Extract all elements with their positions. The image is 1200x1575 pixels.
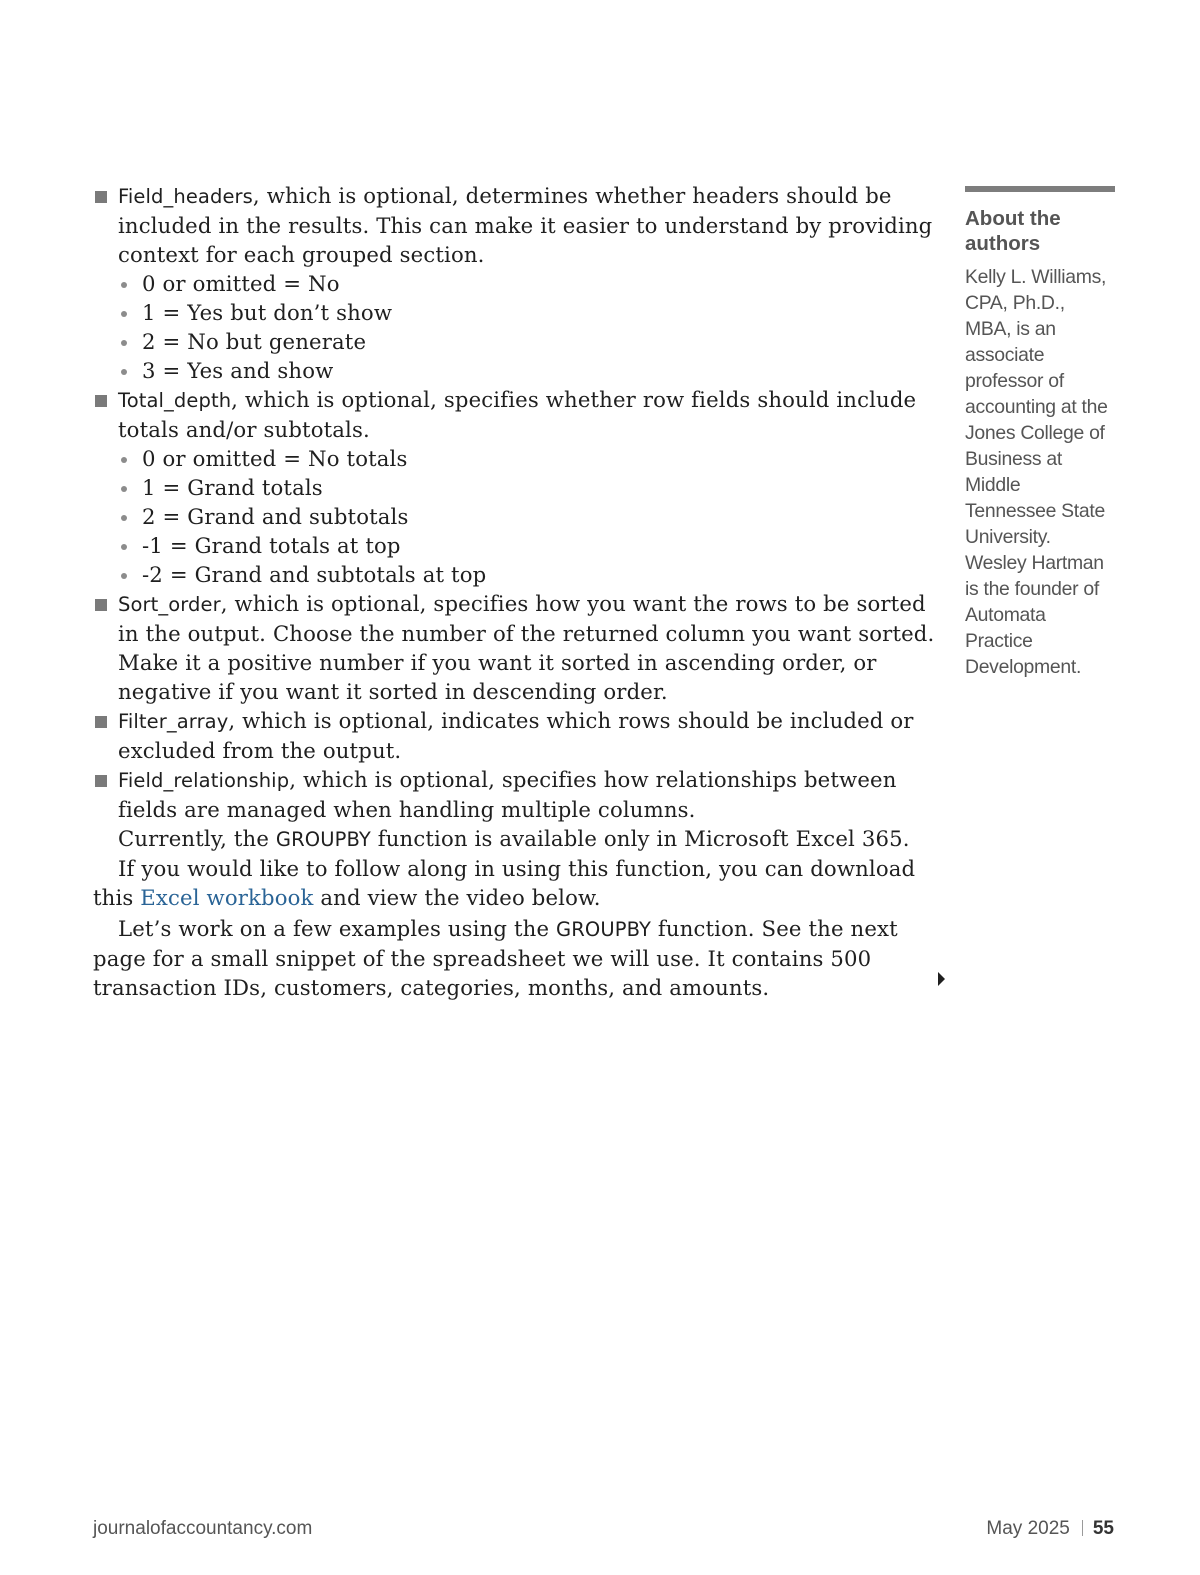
download-text: If you would like to follow along in using this function, you can download this (93, 856, 916, 910)
sidebar-heading: About the authors (965, 207, 1061, 255)
square-bullet-icon (95, 599, 107, 611)
excel-workbook-link[interactable]: Excel workbook (140, 885, 314, 910)
parameter-item-field-headers (93, 181, 953, 385)
dot-bullet-icon (121, 369, 127, 375)
option-item (118, 356, 953, 385)
option-text: 1 = Grand totals (142, 475, 323, 500)
dot-bullet-icon (121, 311, 127, 317)
parameter-description: , which is optional, indicates which rows should be included or excluded from the output. (118, 708, 914, 763)
parameter-name: Filter_array (118, 710, 229, 733)
parameter-description: , which is optional, specifies whether row fields should include totals and/or subtotals. (118, 387, 917, 442)
dot-bullet-icon (121, 457, 127, 463)
page-number: 55 (1092, 1518, 1114, 1539)
parameter-name: Total_depth (118, 389, 232, 412)
examples-text: function. See the next page for a small snippet of the spreadsheet we will use. It contains 500 transaction IDs, customers, categories, months, and amounts. (93, 916, 898, 1000)
footer-site: journalofaccountancy.com (93, 1518, 313, 1539)
dot-bullet-icon (121, 515, 127, 521)
option-text: -2 = Grand and subtotals at top (142, 562, 487, 587)
footer-issue-info (986, 1518, 1114, 1540)
parameter-item-total-depth (93, 385, 953, 589)
dot-bullet-icon (121, 340, 127, 346)
dot-bullet-icon (121, 282, 127, 288)
availability-text: Currently, the (118, 826, 276, 851)
dot-bullet-icon (121, 486, 127, 492)
footer-divider (1082, 1520, 1083, 1536)
parameter-description: , which is optional, determines whether headers should be included in the results. This can make it easier to understand by providing context for each grouped section. (118, 183, 933, 267)
option-item (118, 298, 953, 327)
examples-text: Let’s work on a few examples using the (118, 916, 557, 941)
option-item (118, 473, 953, 502)
square-bullet-icon (95, 716, 107, 728)
examples-paragraph (93, 914, 953, 1002)
parameter-name: Field_relationship (118, 769, 290, 792)
download-text: and view the video below. (313, 885, 601, 910)
option-text: 2 = Grand and subtotals (142, 504, 409, 529)
option-list (118, 444, 953, 589)
article-body (93, 181, 953, 1002)
parameter-list (93, 181, 953, 824)
download-paragraph (93, 854, 953, 912)
parameter-description: , which is optional, specifies how you want the rows to be sorted in the output. Choose the number of the returned column you want sorted. Make it a positive number if you want it sorted in ascending order, or negative if you want it sorted in descending order. (118, 591, 935, 704)
dot-bullet-icon (121, 544, 127, 550)
parameter-name: Field_headers (118, 185, 253, 208)
option-list (118, 269, 953, 385)
parameter-item-sort-order (93, 589, 953, 706)
about-authors-sidebar (965, 186, 1115, 680)
function-name: GROUPBY (556, 918, 652, 941)
option-item (118, 444, 953, 473)
sidebar-rule (965, 186, 1115, 192)
option-text: 0 or omitted = No totals (142, 446, 408, 471)
option-item (118, 502, 953, 531)
parameter-item-field-relationship (93, 765, 953, 824)
option-item (118, 327, 953, 356)
option-text: 0 or omitted = No (142, 271, 340, 296)
option-text: 3 = Yes and show (142, 358, 334, 383)
option-item (118, 560, 953, 589)
parameter-description: , which is optional, specifies how relationships between fields are managed when handling multiple columns. (118, 767, 897, 822)
option-item (118, 269, 953, 298)
option-text: -1 = Grand totals at top (142, 533, 401, 558)
dot-bullet-icon (121, 573, 127, 579)
sidebar-body: Kelly L. Williams, CPA, Ph.D., MBA, is an associate professor of accounting at the Jones College of Business at Middle Tennessee State University. Wesley Hartman is the founder of Automata Practice Development. (965, 266, 1108, 678)
continue-arrow-icon (938, 972, 945, 986)
option-text: 2 = No but generate (142, 329, 367, 354)
square-bullet-icon (95, 191, 107, 203)
option-text: 1 = Yes but don’t show (142, 300, 393, 325)
parameter-name: Sort_order (118, 593, 221, 616)
parameter-item-filter-array (93, 706, 953, 765)
square-bullet-icon (95, 395, 107, 407)
footer-issue: May 2025 (986, 1518, 1070, 1539)
function-name: GROUPBY (275, 828, 371, 851)
square-bullet-icon (95, 775, 107, 787)
availability-text: function is available only in Microsoft Excel 365. (370, 826, 910, 851)
option-item (118, 531, 953, 560)
availability-paragraph (93, 824, 953, 854)
